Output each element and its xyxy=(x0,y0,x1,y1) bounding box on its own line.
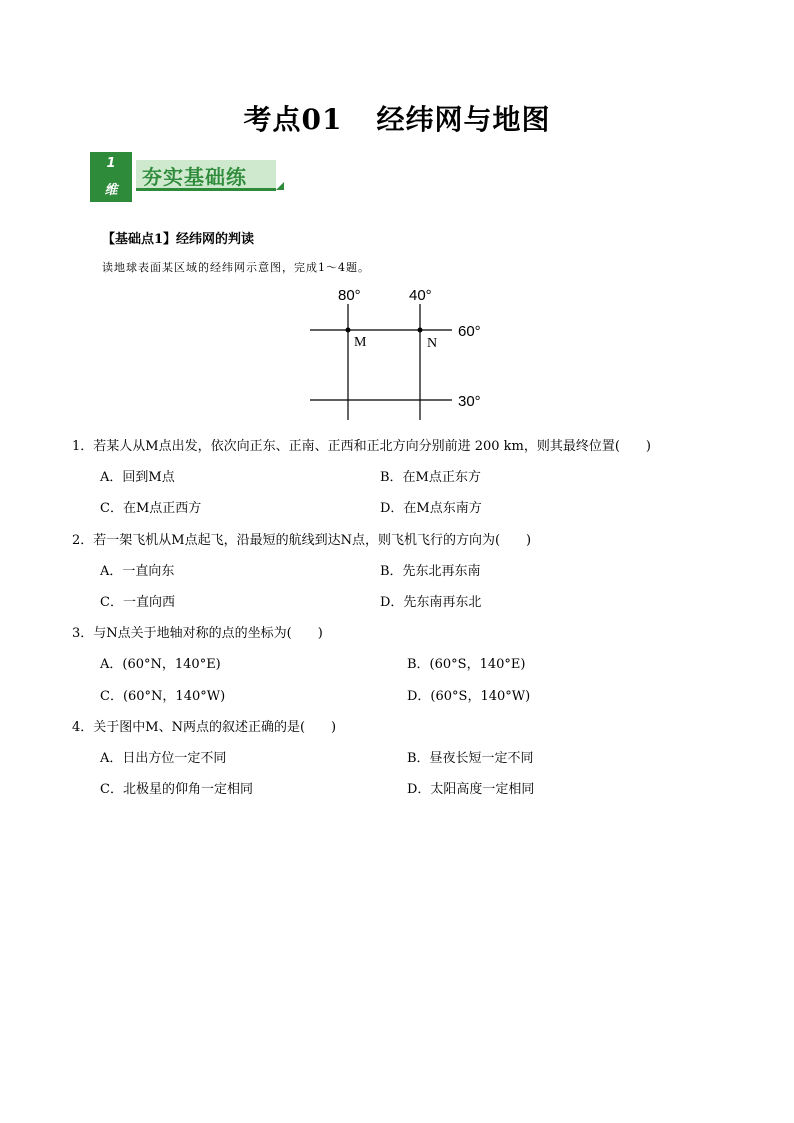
badge-number: 1 xyxy=(106,156,116,171)
point-n xyxy=(418,328,423,333)
question-3: 3．与N点关于地轴对称的点的坐标为( ) xyxy=(72,626,323,641)
section-banner xyxy=(90,152,290,202)
badge-char: 维 xyxy=(104,183,118,198)
q1-option-c: C．在M点正西方 xyxy=(100,501,202,516)
point-label-m: M xyxy=(354,335,367,350)
intro-text: 读地球表面某区域的经纬网示意图，完成1～4题。 xyxy=(102,261,370,274)
q4-option-a: A．日出方位一定不同 xyxy=(100,751,227,766)
q4-option-b: B．昼夜长短一定不同 xyxy=(407,751,534,766)
banner-text: 夯实基础练 xyxy=(142,165,247,189)
banner-badge xyxy=(90,152,132,202)
title-number: 考点01 xyxy=(243,103,343,136)
q1-option-b: B．在M点正东方 xyxy=(380,470,481,485)
q2-option-c: C．一直向西 xyxy=(100,595,175,610)
banner-corner xyxy=(276,182,284,190)
q2-option-a: A．一直向东 xyxy=(100,564,175,579)
meridian-label-40: 40° xyxy=(409,287,432,304)
q3-option-a: A．(60°N，140°E) xyxy=(100,657,221,672)
graticule-diagram xyxy=(300,282,500,422)
q1-option-d: D．在M点东南方 xyxy=(380,501,482,516)
point-label-n: N xyxy=(427,336,438,351)
title-text: 经纬网与地图 xyxy=(376,103,551,136)
q3-option-c: C．(60°N，140°W) xyxy=(100,689,226,704)
q3-option-b: B．(60°S，140°E) xyxy=(407,657,526,672)
page-title xyxy=(0,98,794,138)
meridian-label-80: 80° xyxy=(338,287,361,304)
q2-option-d: D．先东南再东北 xyxy=(380,595,482,610)
parallel-label-60: 60° xyxy=(458,323,481,340)
question-1: 1．若某人从M点出发，依次向正东、正南、正西和正北方向分别前进 200 km，则其最终位置( ) xyxy=(72,439,652,454)
q2-option-b: B．先东北再东南 xyxy=(380,564,481,579)
q4-option-d: D．太阳高度一定相同 xyxy=(407,782,535,797)
question-2: 2．若一架飞机从M点起飞，沿最短的航线到达N点，则飞机飞行的方向为( ) xyxy=(72,533,532,548)
parallel-label-30: 30° xyxy=(458,393,481,410)
question-4: 4．关于图中M、N两点的叙述正确的是( ) xyxy=(72,720,337,735)
q3-option-d: D．(60°S，140°W) xyxy=(407,689,531,704)
q4-option-c: C．北极星的仰角一定相同 xyxy=(100,782,253,797)
q1-option-a: A．回到M点 xyxy=(100,470,175,485)
section-heading: 【基础点1】经纬网的判读 xyxy=(102,232,255,247)
point-m xyxy=(346,328,351,333)
